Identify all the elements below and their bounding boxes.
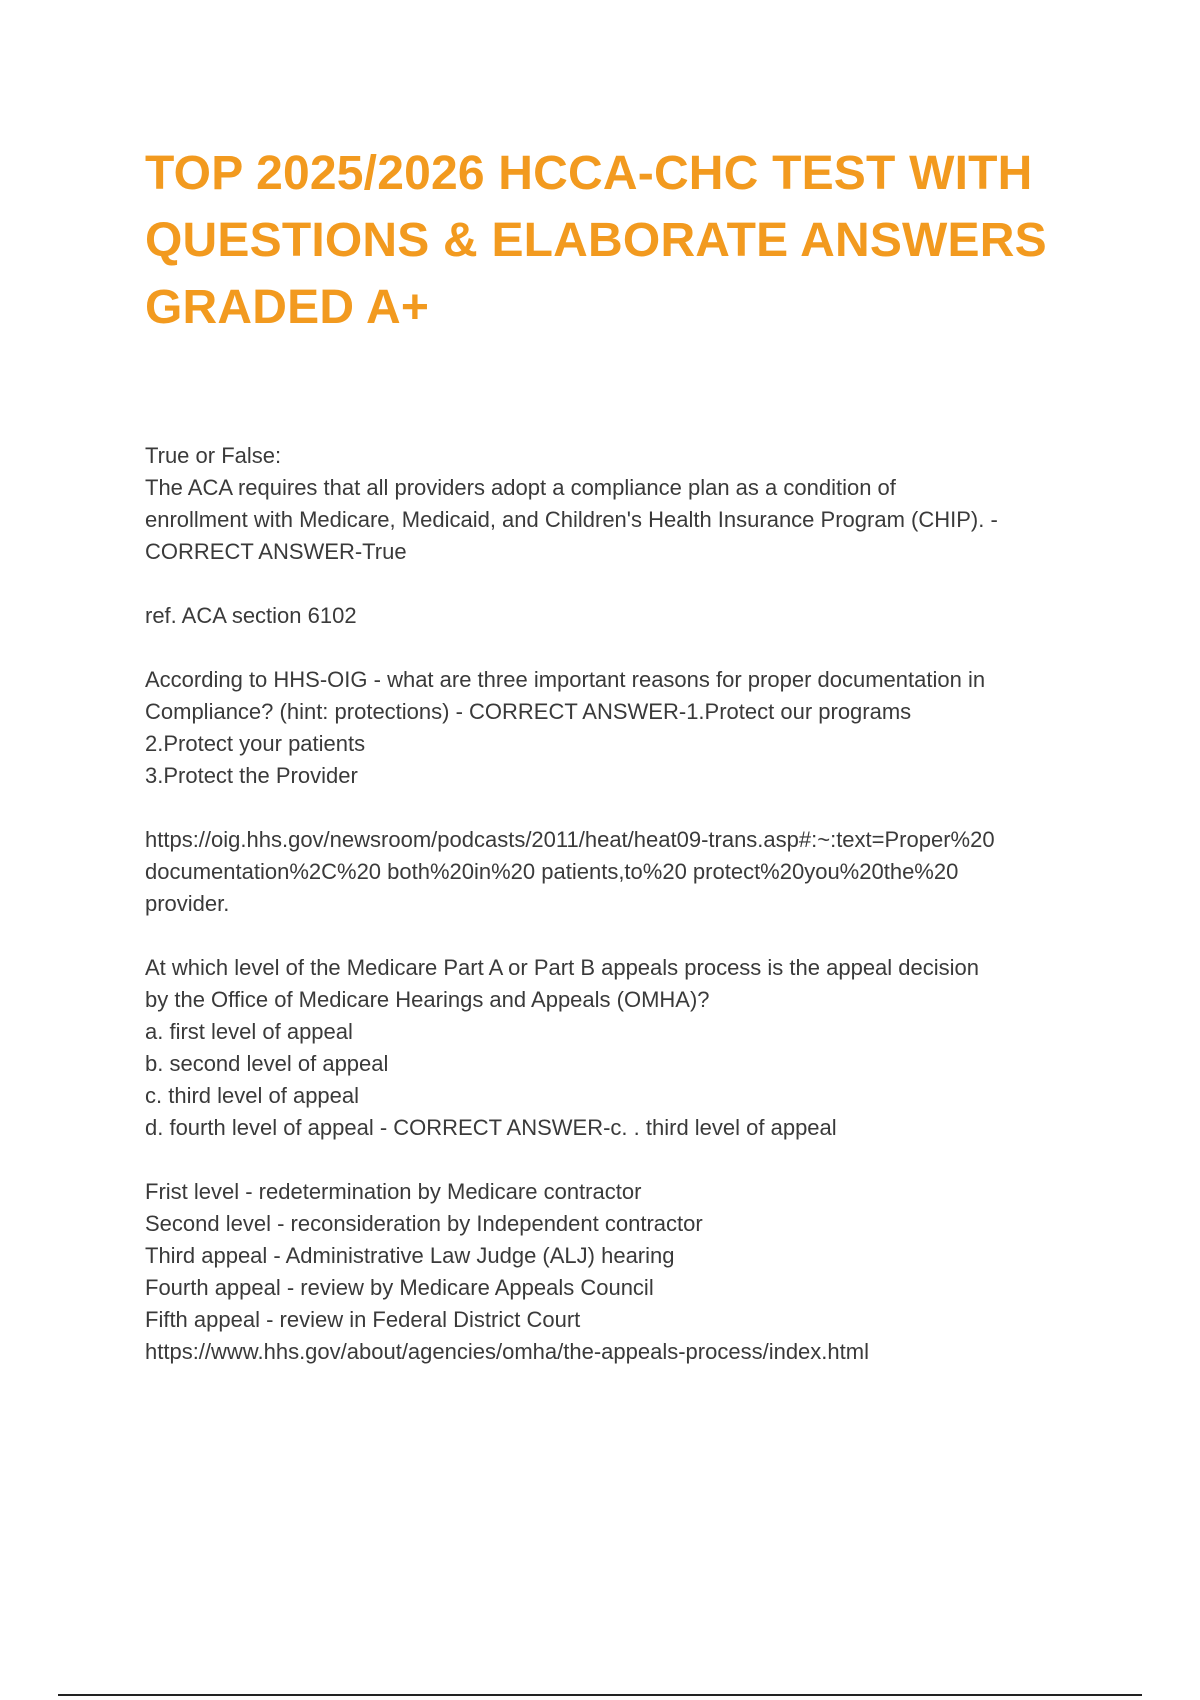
reference-text: ref. ACA section 6102 bbox=[145, 603, 357, 628]
answer-text: 2.Protect your patients bbox=[145, 731, 366, 756]
question-1 bbox=[145, 440, 1105, 632]
explanation-text: Fourth appeal - review by Medicare Appeals Council bbox=[145, 1275, 654, 1300]
explanation-text: Second level - reconsideration by Independent contractor bbox=[145, 1211, 703, 1236]
answer-text: CORRECT ANSWER-True bbox=[145, 539, 407, 564]
title-line: QUESTIONS & ELABORATE ANSWERS bbox=[145, 214, 1047, 267]
explanation-text: Fifth appeal - review in Federal District Court bbox=[145, 1307, 581, 1332]
answer-option: c. third level of appeal bbox=[145, 1083, 360, 1108]
question-text: The ACA requires that all providers adopt a compliance plan as a condition of bbox=[145, 475, 896, 500]
question-3 bbox=[145, 952, 1105, 1368]
answer-option: b. second level of appeal bbox=[145, 1051, 389, 1076]
question-text: According to HHS-OIG - what are three important reasons for proper documentation in bbox=[145, 667, 986, 692]
title-line: TOP 2025/2026 HCCA-CHC TEST WITH bbox=[145, 147, 1033, 200]
footer-divider bbox=[58, 1694, 1142, 1696]
reference-url: https://www.hhs.gov/about/agencies/omha/the-appeals-process/index.html bbox=[145, 1339, 869, 1364]
question-text: enrollment with Medicare, Medicaid, and Children's Health Insurance Program (CHIP). - bbox=[145, 507, 998, 532]
question-text: by the Office of Medicare Hearings and Appeals (OMHA)? bbox=[145, 987, 710, 1012]
answer-option: a. first level of appeal bbox=[145, 1019, 353, 1044]
question-text: Compliance? (hint: protections) - CORRECT ANSWER-1.Protect our programs bbox=[145, 699, 912, 724]
document-body bbox=[145, 440, 1105, 1368]
reference-url: https://oig.hhs.gov/newsroom/podcasts/2011/heat/heat09-trans.asp#:~:text=Proper%20 bbox=[145, 827, 995, 852]
question-text: At which level of the Medicare Part A or Part B appeals process is the appeal decision bbox=[145, 955, 980, 980]
explanation-text: Third appeal - Administrative Law Judge (ALJ) hearing bbox=[145, 1243, 675, 1268]
reference-url: provider. bbox=[145, 891, 230, 916]
document-title bbox=[145, 140, 1105, 341]
explanation-text: Frist level - redetermination by Medicare contractor bbox=[145, 1179, 642, 1204]
title-line: GRADED A+ bbox=[145, 281, 430, 334]
answer-text: 3.Protect the Provider bbox=[145, 763, 358, 788]
answer-option: d. fourth level of appeal - CORRECT ANSWER-c. . third level of appeal bbox=[145, 1115, 837, 1140]
reference-url: documentation%2C%20 both%20in%20 patients,to%20 protect%20you%20the%20 bbox=[145, 859, 959, 884]
question-2 bbox=[145, 664, 1105, 920]
question-text: True or False: bbox=[145, 443, 282, 468]
